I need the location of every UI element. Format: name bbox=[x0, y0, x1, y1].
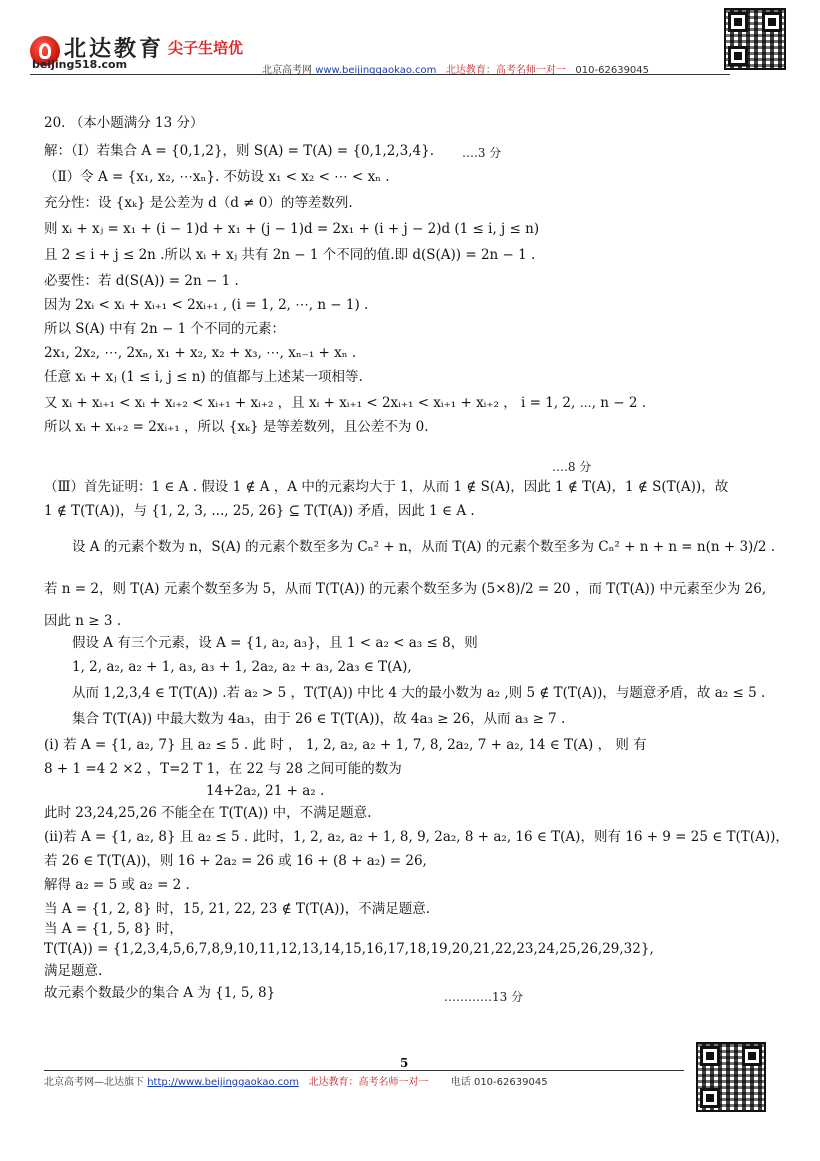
text-line: (ii)若 A = {1, a₂, 8} 且 a₂ ≤ 5 . 此时，1, 2, a₂, a₂ + 1, 8, 9, 2a₂, 8 + a₂, 16 ∈ T(A)，则有 16 + 9 = 25 ∈ T(T(A))， bbox=[44, 829, 789, 845]
qr-code-icon bbox=[724, 8, 786, 70]
text-line: 若 n = 2，则 T(A) 元素个数至多为 5，从而 T(T(A)) 的元素个数至多为 (5×8)/2 = 20 ，而 T(T(A)) 中元素至少为 26, bbox=[44, 581, 767, 597]
text-line: 8 + 1 =4 2 ×2 ，T=2 T 1，在 22 与 28 之间可能的数为 bbox=[44, 761, 402, 777]
header-site-label: 北京高考网 bbox=[262, 65, 312, 76]
text-line: 因此 n ≥ 3 . bbox=[44, 613, 122, 629]
text-line: 当 A = {1, 5, 8} 时， bbox=[44, 921, 183, 937]
text-line: （Ⅲ）首先证明：1 ∈ A . 假设 1 ∉ A ，A 中的元素均大于 1，从而 1 ∉ S(A)，因此 1 ∉ T(A)，1 ∉ S(T(A))，故 bbox=[44, 479, 729, 495]
text-line: 解：（Ⅰ）若集合 A = {0,1,2}，则 S(A) = T(A) = {0,1,2,3,4}. bbox=[44, 143, 435, 159]
text-line: 故元素个数最少的集合 A 为 {1, 5, 8} bbox=[44, 985, 276, 1001]
text-line: 集合 T(T(A)) 中最大数为 4a₃，由于 26 ∈ T(T(A))，故 4a₃ ≥ 26，从而 a₃ ≥ 7 . bbox=[72, 711, 566, 727]
header-promo: 北达教育：高考名师一对一 bbox=[445, 65, 566, 76]
brand-slogan: 尖子生培优 bbox=[168, 39, 244, 57]
footer-promo: 北达教育：高考名师一对一 bbox=[308, 1077, 429, 1088]
text-line: 若 26 ∈ T(T(A))，则 16 + 2a₂ = 26 或 16 + (8 + a₂) = 26, bbox=[44, 853, 427, 869]
score-mark: …………13 分 bbox=[444, 990, 524, 1004]
text-line: 14+2a₂, 21 + a₂ . bbox=[206, 783, 325, 799]
text-line: 必要性：若 d(S(A)) = 2n − 1 . bbox=[44, 273, 239, 289]
header-site-link[interactable]: www.beijinggaokao.com bbox=[315, 65, 437, 76]
footer-info bbox=[44, 1073, 548, 1088]
text-line: 所以 S(A) 中有 2n − 1 个不同的元素： bbox=[44, 321, 285, 337]
footer-site-link[interactable]: http://www.beijinggaokao.com bbox=[147, 1077, 299, 1088]
footer-left-text: 北京高考网—北达旗下 bbox=[44, 1077, 144, 1088]
text-line: 满足题意. bbox=[44, 963, 103, 979]
page-number: 5 bbox=[400, 1056, 409, 1070]
header-phone: 010-62639045 bbox=[575, 65, 650, 76]
brand-name: 北达教育 bbox=[64, 37, 165, 62]
footer-divider bbox=[44, 1070, 684, 1071]
text-line: 因为 2xᵢ < xᵢ + xᵢ₊₁ < 2xᵢ₊₁ , (i = 1, 2, ⋯, n − 1) . bbox=[44, 297, 369, 313]
text-line: 充分性：设 {xₖ} 是公差为 d（d ≠ 0）的等差数列. bbox=[44, 195, 353, 211]
text-line: T(T(A)) = {1,2,3,4,5,6,7,8,9,10,11,12,13,14,15,16,17,18,19,20,21,22,23,24,25,26,29,32}, bbox=[44, 941, 654, 957]
text-line: 此时 23,24,25,26 不能全在 T(T(A)) 中，不满足题意. bbox=[44, 805, 372, 821]
text-line: 又 xᵢ + xᵢ₊₁ < xᵢ + xᵢ₊₂ < xᵢ₊₁ + xᵢ₊₂ ，且 xᵢ + xᵢ₊₁ < 2xᵢ₊₁ < xᵢ₊₁ + xᵢ₊₂ ， i = 1, 2, ⋯, n − 2 . bbox=[44, 395, 647, 411]
text-line: 设 A 的元素个数为 n，S(A) 的元素个数至多为 Cₙ² + n，从而 T(A) 的元素个数至多为 Cₙ² + n + n = n(n + 3)/2 . bbox=[72, 539, 776, 555]
qr-code-icon bbox=[696, 1042, 766, 1112]
header-divider bbox=[30, 74, 730, 75]
footer-phone: 电话 010-62639045 bbox=[450, 1077, 548, 1088]
text-line: 所以 xᵢ + xᵢ₊₂ = 2xᵢ₊₁ ，所以 {xₖ} 是等差数列，且公差不为 0. bbox=[44, 419, 429, 435]
text-line: 解得 a₂ = 5 或 a₂ = 2 . bbox=[44, 877, 190, 893]
text-line: 且 2 ≤ i + j ≤ 2n .所以 xᵢ + xⱼ 共有 2n − 1 个不同的值.即 d(S(A)) = 2n − 1 . bbox=[44, 247, 536, 263]
text-line: 则 xᵢ + xⱼ = x₁ + (i − 1)d + x₁ + (j − 1)d = 2x₁ + (i + j − 2)d (1 ≤ i, j ≤ n) bbox=[44, 221, 540, 237]
text-line: 2x₁, 2x₂, ⋯, 2xₙ, x₁ + x₂, x₂ + x₃, ⋯, xₙ₋₁ + xₙ . bbox=[44, 345, 357, 361]
question-heading: 20. （本小题满分 13 分） bbox=[44, 115, 204, 131]
text-line: 任意 xᵢ + xⱼ (1 ≤ i, j ≤ n) 的值都与上述某一项相等. bbox=[44, 369, 363, 385]
text-line: (i) 若 A = {1, a₂, 7} 且 a₂ ≤ 5 . 此 时 ， 1, 2, a₂, a₂ + 1, 7, 8, 2a₂, 7 + a₂, 14 ∈ T(A) ， 则 有 bbox=[44, 737, 647, 753]
text-line: 假设 A 有三个元素，设 A = {1, a₂, a₃}，且 1 < a₂ < a₃ ≤ 8，则 bbox=[72, 635, 478, 651]
text-line: （Ⅱ）令 A = {x₁, x₂, ⋯xₙ}. 不妨设 x₁ < x₂ < ⋯ < xₙ . bbox=[44, 169, 390, 185]
text-line: 1, 2, a₂, a₂ + 1, a₃, a₃ + 1, 2a₂, a₂ + a₃, 2a₃ ∈ T(A), bbox=[72, 659, 412, 675]
text-line: 当 A = {1, 2, 8} 时，15, 21, 22, 23 ∉ T(T(A))，不满足题意. bbox=[44, 901, 430, 917]
text-line: 从而 1,2,3,4 ∈ T(T(A)) .若 a₂ > 5 ，T(T(A)) 中比 4 大的最小数为 a₂ ,则 5 ∉ T(T(A))，与题意矛盾，故 a₂ ≤ 5 . bbox=[72, 685, 766, 701]
score-mark: ….8 分 bbox=[552, 460, 592, 474]
brand-url: beijing518.com bbox=[32, 58, 128, 71]
score-mark: ….3 分 bbox=[462, 146, 502, 160]
text-line: 1 ∉ T(T(A))，与 {1, 2, 3, ..., 25, 26} ⊆ T(T(A)) 矛盾，因此 1 ∈ A . bbox=[44, 503, 475, 519]
